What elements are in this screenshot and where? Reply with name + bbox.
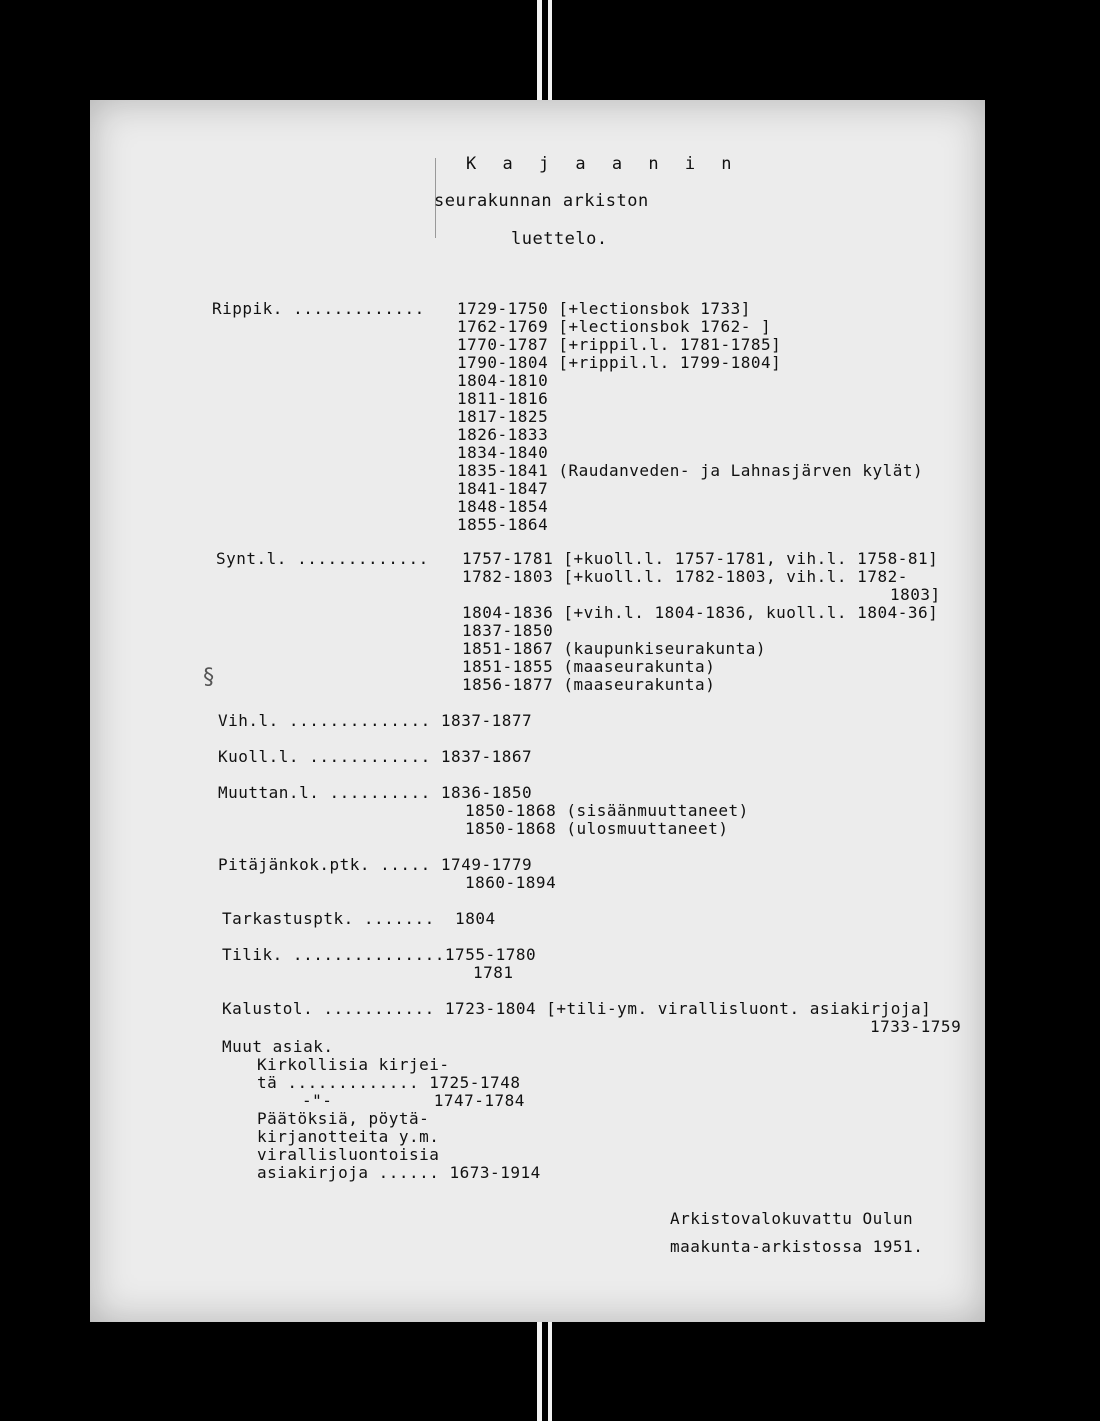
date-range: 1782-1803 [+kuoll.l. 1782-1803, vih.l. 1782-: [462, 567, 908, 586]
category-label: Rippik. .............: [212, 299, 425, 318]
category-row: Pitäjänkok.ptk. ..... 1749-1779: [218, 855, 533, 874]
sub-entry: -"- 1747-1784: [302, 1091, 525, 1110]
date-range-continued: 1803]: [890, 585, 941, 604]
category-label: Muut asiak.: [222, 1037, 334, 1056]
date-range: 1781: [473, 963, 514, 982]
category-row: Muuttan.l. .......... 1836-1850: [218, 783, 533, 802]
date-range: 1841-1847: [457, 479, 549, 498]
date-range: 1851-1867 (kaupunkiseurakunta): [462, 639, 766, 658]
film-strip-mark: [537, 0, 542, 100]
category-row: Kuoll.l. ............ 1837-1867: [218, 747, 533, 766]
handwritten-mark: §: [202, 665, 216, 690]
date-range: 1856-1877 (maaseurakunta): [462, 675, 716, 694]
film-strip-mark: [548, 0, 552, 100]
category-row: Tilik. ...............1755-1780: [222, 945, 537, 964]
sub-entry: asiakirjoja ...... 1673-1914: [257, 1163, 541, 1182]
date-range: 1762-1769 [+lectionsbok 1762- ]: [457, 317, 772, 336]
page-title: K a j a a n i n: [466, 154, 740, 174]
date-range: 1851-1855 (maaseurakunta): [462, 657, 716, 676]
date-range: 1817-1825: [457, 407, 549, 426]
date-range: 1826-1833: [457, 425, 549, 444]
date-range: 1860-1894: [465, 873, 557, 892]
date-range: 1835-1841 (Raudanveden- ja Lahnasjärven kylät): [457, 461, 924, 480]
date-range: 1848-1854: [457, 497, 549, 516]
page-subtitle: seurakunnan arkiston: [434, 191, 649, 211]
date-range: 1804-1810: [457, 371, 549, 390]
category-row: Tarkastusptk. ....... 1804: [222, 909, 496, 928]
page-subtitle-2: luettelo.: [511, 229, 608, 249]
date-range: 1850-1868 (ulosmuuttaneet): [465, 819, 729, 838]
sub-entry: kirjanotteita y.m.: [257, 1127, 440, 1146]
date-range: 1855-1864: [457, 515, 549, 534]
date-range-continued: 1733-1759: [870, 1017, 962, 1036]
date-range: 1770-1787 [+rippil.l. 1781-1785]: [457, 335, 782, 354]
date-range: 1757-1781 [+kuoll.l. 1757-1781, vih.l. 1758-81]: [462, 549, 939, 568]
film-strip-mark: [548, 1322, 552, 1421]
document-page: [90, 100, 985, 1322]
sub-entry: tä ............. 1725-1748: [257, 1073, 521, 1092]
date-range: 1850-1868 (sisäänmuuttaneet): [465, 801, 749, 820]
date-range: 1790-1804 [+rippil.l. 1799-1804]: [457, 353, 782, 372]
date-range: 1804-1836 [+vih.l. 1804-1836, kuoll.l. 1804-36]: [462, 603, 939, 622]
sub-entry: Päätöksiä, pöytä-: [257, 1109, 430, 1128]
footer-note: Arkistovalokuvattu Oulun: [670, 1209, 914, 1228]
date-range: 1811-1816: [457, 389, 549, 408]
category-row: Kalustol. ........... 1723-1804 [+tili-ym. virallisluont. asiakirjoja]: [222, 999, 932, 1018]
category-label: Synt.l. .............: [216, 549, 429, 568]
film-strip-mark: [537, 1322, 542, 1421]
date-range: 1837-1850: [462, 621, 554, 640]
footer-note: maakunta-arkistossa 1951.: [670, 1237, 924, 1256]
date-range: 1834-1840: [457, 443, 549, 462]
date-range: 1729-1750 [+lectionsbok 1733]: [457, 299, 751, 318]
sub-entry: Kirkollisia kirjei-: [257, 1055, 450, 1074]
sub-entry: virallisluontoisia: [257, 1145, 440, 1164]
category-row: Vih.l. .............. 1837-1877: [218, 711, 533, 730]
